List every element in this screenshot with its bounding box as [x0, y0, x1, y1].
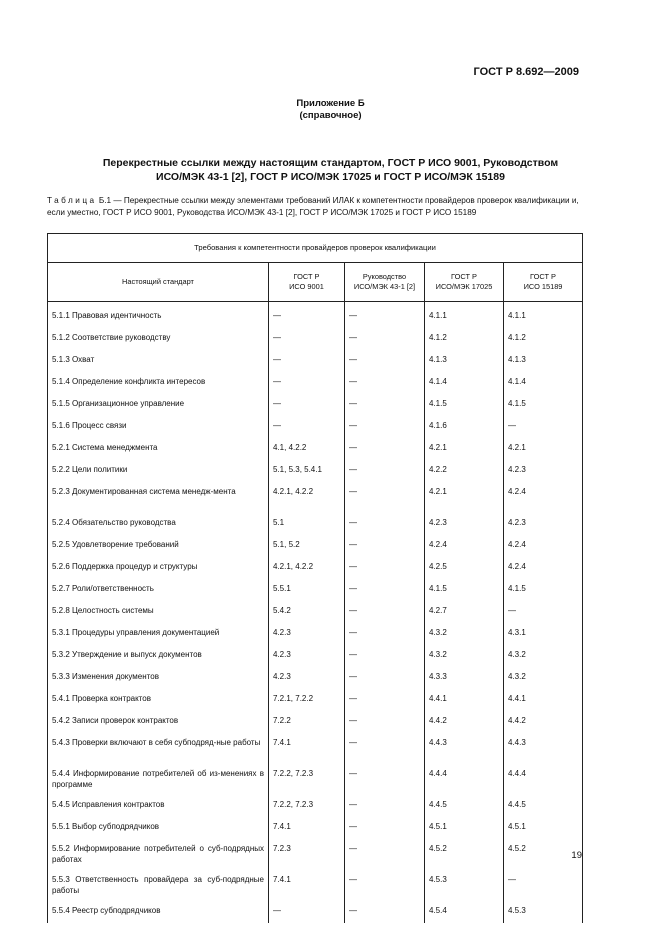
reference-cell: —: [345, 602, 425, 624]
annex-title: Приложение Б: [296, 98, 365, 109]
clause-name-cell: 5.2.1 Система менеджмента: [48, 439, 269, 461]
table-row: [48, 668, 583, 690]
reference-cell: —: [345, 668, 425, 690]
clause-name-cell: 5.1.3 Охват: [48, 351, 269, 373]
clause-name-cell: 5.4.3 Проверки включают в себя субподряд-ные работы: [48, 734, 269, 765]
table-row: [48, 514, 583, 536]
caption-label: Таблица: [47, 196, 97, 205]
reference-cell: 4.4.4: [504, 765, 583, 796]
reference-cell: —: [345, 558, 425, 580]
reference-cell: —: [345, 765, 425, 796]
clause-name-cell: 5.2.5 Удовлетворение требований: [48, 536, 269, 558]
reference-cell: 4.1.6: [425, 417, 504, 439]
reference-cell: —: [269, 351, 345, 373]
table-column-headers: [48, 263, 583, 302]
table-row: [48, 734, 583, 765]
reference-cell: 7.2.2, 7.2.3: [269, 796, 345, 818]
reference-cell: 4.2.4: [504, 558, 583, 580]
reference-cell: 4.4.5: [425, 796, 504, 818]
reference-cell: 7.2.2: [269, 712, 345, 734]
reference-cell: 7.2.2, 7.2.3: [269, 765, 345, 796]
column-header-line: ИСО 15189: [523, 282, 563, 291]
reference-cell: 4.3.2: [425, 624, 504, 646]
reference-cell: —: [504, 417, 583, 439]
reference-cell: 4.1.3: [425, 351, 504, 373]
reference-cell: 4.1.2: [504, 329, 583, 351]
column-header-line: ГОСТ Р: [530, 271, 556, 281]
table-row: [48, 712, 583, 734]
reference-cell: 4.4.1: [425, 690, 504, 712]
clause-name-cell: 5.4.4 Информирование потребителей об из-менениях в программе: [48, 765, 269, 796]
reference-cell: 4.1.3: [504, 351, 583, 373]
clause-name-cell: 5.1.1 Правовая идентичность: [48, 302, 269, 330]
reference-cell: 4.1.5: [425, 580, 504, 602]
annex-heading: [0, 98, 661, 122]
table-row: [48, 765, 583, 796]
reference-cell: —: [269, 395, 345, 417]
clause-name-cell: 5.2.7 Роли/ответственность: [48, 580, 269, 602]
reference-cell: 4.2.1, 4.2.2: [269, 483, 345, 514]
column-header-line: Руководство: [362, 271, 407, 281]
reference-cell: —: [345, 461, 425, 483]
table-row: [48, 395, 583, 417]
table-row: [48, 439, 583, 461]
reference-cell: 7.2.3: [269, 840, 345, 871]
reference-cell: 4.1.4: [504, 373, 583, 395]
reference-cell: 4.1.5: [425, 395, 504, 417]
reference-cell: —: [345, 902, 425, 923]
reference-cell: —: [345, 395, 425, 417]
table-row: [48, 329, 583, 351]
clause-name-cell: 5.5.4 Реестр субподрядчиков: [48, 902, 269, 923]
table-row: [48, 558, 583, 580]
reference-cell: —: [345, 439, 425, 461]
clause-name-cell: 5.5.2 Информирование потребителей о суб-подрядных работах: [48, 840, 269, 871]
reference-cell: 4.5.4: [425, 902, 504, 923]
reference-cell: 4.4.2: [425, 712, 504, 734]
reference-cell: 4.2.1: [425, 439, 504, 461]
reference-cell: 4.3.1: [504, 624, 583, 646]
reference-cell: —: [345, 690, 425, 712]
table-row: [48, 796, 583, 818]
reference-cell: 4.2.4: [504, 483, 583, 514]
reference-cell: 4.3.2: [504, 668, 583, 690]
reference-cell: 4.3.2: [504, 646, 583, 668]
document-code: ГОСТ Р 8.692—2009: [473, 66, 579, 78]
reference-cell: 4.2.4: [425, 536, 504, 558]
reference-cell: 4.1.5: [504, 580, 583, 602]
table-row: [48, 840, 583, 871]
clause-name-cell: 5.3.1 Процедуры управления документацией: [48, 624, 269, 646]
table-row: [48, 461, 583, 483]
table-row: [48, 536, 583, 558]
reference-cell: —: [345, 646, 425, 668]
reference-cell: 4.2.3: [504, 461, 583, 483]
table-row: [48, 602, 583, 624]
reference-cell: 4.4.4: [425, 765, 504, 796]
reference-cell: —: [345, 871, 425, 902]
clause-name-cell: 5.1.6 Процесс связи: [48, 417, 269, 439]
column-header-line: ИСО/МЭК 17025: [435, 282, 493, 291]
column-header-iso15189: [504, 263, 583, 302]
reference-cell: —: [345, 734, 425, 765]
reference-cell: 4.1.4: [425, 373, 504, 395]
title-line-1: Перекрестные ссылки между настоящим стандартом, ГОСТ Р ИСО 9001, Руководством: [102, 157, 559, 169]
reference-cell: —: [345, 580, 425, 602]
column-header-iso9001: [269, 263, 345, 302]
clause-name-cell: 5.1.2 Соответствие руководству: [48, 329, 269, 351]
clause-name-cell: 5.4.1 Проверка контрактов: [48, 690, 269, 712]
column-header-line: ИСО/МЭК 43-1 [2]: [353, 282, 416, 291]
reference-cell: 4.4.3: [425, 734, 504, 765]
reference-cell: 4.4.2: [504, 712, 583, 734]
reference-cell: 4.2.4: [504, 536, 583, 558]
reference-cell: 4.1.1: [504, 302, 583, 330]
table-row: [48, 351, 583, 373]
reference-cell: —: [345, 373, 425, 395]
reference-cell: 4.2.3: [269, 646, 345, 668]
clause-name-cell: 5.1.5 Организационное управление: [48, 395, 269, 417]
reference-cell: —: [345, 712, 425, 734]
reference-cell: —: [504, 602, 583, 624]
clause-name-cell: 5.2.8 Целостность системы: [48, 602, 269, 624]
table-row: [48, 580, 583, 602]
reference-cell: 4.1.1: [425, 302, 504, 330]
reference-cell: —: [504, 871, 583, 902]
reference-cell: 4.2.1: [425, 483, 504, 514]
table-row: [48, 373, 583, 395]
caption-text: Б.1 — Перекрестные ссылки между элементами требований ИЛАК к компетентности провайдеров проверок квалификации и, если уместно, ГОСТ Р ИСО 9001, Руководства ИСО/МЭК 43-1 [2], ГОСТ Р ИСО/МЭК 17025 и ГОСТ Р ИСО 15189: [47, 196, 579, 217]
reference-cell: 5.5.1: [269, 580, 345, 602]
reference-cell: —: [345, 417, 425, 439]
table-group-header: [48, 234, 583, 263]
cross-reference-table: [47, 233, 583, 923]
reference-cell: 7.4.1: [269, 871, 345, 902]
column-header-standard: Настоящий стандарт: [48, 263, 269, 302]
reference-cell: —: [345, 302, 425, 330]
reference-cell: 4.2.3: [425, 514, 504, 536]
reference-cell: 5.1, 5.3, 5.4.1: [269, 461, 345, 483]
group-header-cell: Требования к компетентности провайдеров проверок квалификации: [48, 234, 583, 263]
reference-cell: 4.5.2: [425, 840, 504, 871]
reference-cell: —: [269, 902, 345, 923]
column-header-line: ГОСТ Р: [451, 271, 477, 281]
column-header-line: ИСО 9001: [289, 282, 324, 291]
reference-cell: 4.2.3: [504, 514, 583, 536]
table-row: [48, 902, 583, 923]
reference-cell: —: [345, 483, 425, 514]
clause-name-cell: 5.1.4 Определение конфликта интересов: [48, 373, 269, 395]
page-title: [60, 156, 601, 184]
reference-cell: —: [345, 329, 425, 351]
reference-cell: —: [345, 624, 425, 646]
reference-cell: 4.4.1: [504, 690, 583, 712]
reference-cell: —: [269, 329, 345, 351]
reference-cell: —: [345, 796, 425, 818]
clause-name-cell: 5.4.5 Исправления контрактов: [48, 796, 269, 818]
table-row: [48, 690, 583, 712]
reference-cell: 7.2.1, 7.2.2: [269, 690, 345, 712]
reference-cell: 5.4.2: [269, 602, 345, 624]
reference-cell: 4.5.1: [425, 818, 504, 840]
clause-name-cell: 5.3.3 Изменения документов: [48, 668, 269, 690]
table-row: [48, 483, 583, 514]
clause-name-cell: 5.4.2 Записи проверок контрактов: [48, 712, 269, 734]
reference-cell: —: [269, 302, 345, 330]
table-row: [48, 818, 583, 840]
reference-cell: —: [269, 373, 345, 395]
reference-cell: 4.2.3: [269, 668, 345, 690]
reference-cell: 4.5.3: [425, 871, 504, 902]
reference-cell: 5.1, 5.2: [269, 536, 345, 558]
clause-name-cell: 5.2.6 Поддержка процедур и структуры: [48, 558, 269, 580]
reference-cell: 4.2.7: [425, 602, 504, 624]
title-line-2: ИСО/МЭК 43-1 [2], ГОСТ Р ИСО/МЭК 17025 и ГОСТ Р ИСО/МЭК 15189: [156, 171, 505, 183]
reference-cell: 4.2.2: [425, 461, 504, 483]
column-header-iec17025: [425, 263, 504, 302]
reference-cell: —: [345, 351, 425, 373]
reference-cell: 5.1: [269, 514, 345, 536]
table-row: [48, 646, 583, 668]
reference-cell: 7.4.1: [269, 818, 345, 840]
clause-name-cell: 5.2.2 Цели политики: [48, 461, 269, 483]
clause-name-cell: 5.2.3 Документированная система менедж-мента: [48, 483, 269, 514]
clause-name-cell: 5.2.4 Обязательство руководства: [48, 514, 269, 536]
reference-cell: —: [345, 840, 425, 871]
page-number: 19: [571, 850, 582, 861]
reference-cell: 4.1.2: [425, 329, 504, 351]
reference-cell: 4.2.3: [269, 624, 345, 646]
reference-cell: 4.5.2: [504, 840, 583, 871]
reference-cell: 4.2.1, 4.2.2: [269, 558, 345, 580]
reference-cell: 4.2.1: [504, 439, 583, 461]
table-row: [48, 302, 583, 330]
reference-cell: 4.5.3: [504, 902, 583, 923]
reference-cell: 4.3.2: [425, 646, 504, 668]
column-header-line: ГОСТ Р: [293, 271, 320, 281]
clause-name-cell: 5.5.1 Выбор субподрядчиков: [48, 818, 269, 840]
reference-cell: 4.3.3: [425, 668, 504, 690]
clause-name-cell: 5.5.3 Ответственность провайдера за суб-подрядные работы: [48, 871, 269, 902]
reference-cell: 4.1, 4.2.2: [269, 439, 345, 461]
reference-cell: —: [345, 818, 425, 840]
reference-cell: 4.4.5: [504, 796, 583, 818]
table-row: [48, 417, 583, 439]
clause-name-cell: 5.3.2 Утверждение и выпуск документов: [48, 646, 269, 668]
reference-cell: 4.5.1: [504, 818, 583, 840]
table-row: [48, 871, 583, 902]
reference-cell: —: [269, 417, 345, 439]
table-caption: [47, 195, 587, 218]
reference-cell: —: [345, 514, 425, 536]
column-header-guide43: [345, 263, 425, 302]
reference-cell: 4.1.5: [504, 395, 583, 417]
reference-cell: 4.2.5: [425, 558, 504, 580]
annex-note: (справочное): [299, 110, 362, 121]
reference-cell: —: [345, 536, 425, 558]
reference-cell: 7.4.1: [269, 734, 345, 765]
reference-cell: 4.4.3: [504, 734, 583, 765]
table-row: [48, 624, 583, 646]
